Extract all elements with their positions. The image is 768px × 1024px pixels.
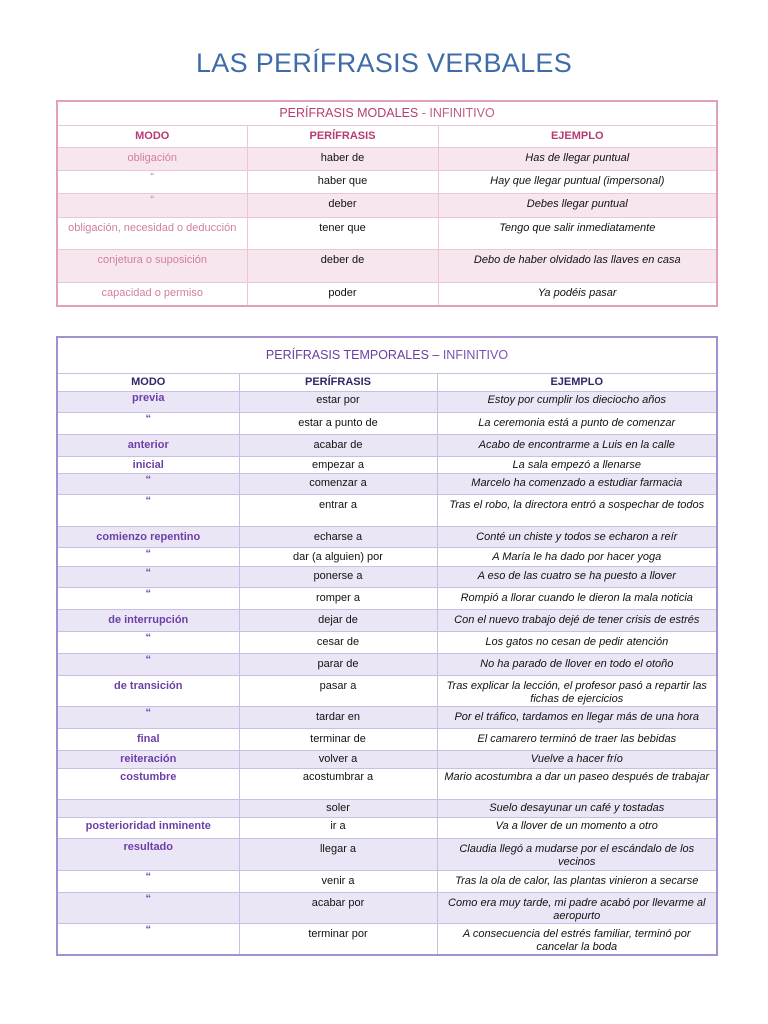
cell-perifrasis: terminar de bbox=[239, 729, 437, 751]
table-row bbox=[57, 392, 717, 413]
cell-perifrasis: ir a bbox=[239, 818, 437, 839]
cell-modo: obligación, necesidad o deducción bbox=[57, 218, 247, 250]
table-row bbox=[57, 610, 717, 632]
table-row bbox=[57, 218, 717, 250]
table-row bbox=[57, 893, 717, 924]
cell-modo: “ bbox=[57, 654, 239, 676]
cell-modo: “ bbox=[57, 548, 239, 567]
cell-modo: capacidad o permiso bbox=[57, 283, 247, 306]
cell-perifrasis: pasar a bbox=[239, 676, 437, 707]
cell-perifrasis: romper a bbox=[239, 588, 437, 610]
cell-modo: final bbox=[57, 729, 239, 751]
temporal-periphrases-table bbox=[56, 336, 718, 956]
table-row bbox=[57, 839, 717, 871]
cell-perifrasis: tardar en bbox=[239, 707, 437, 729]
cell-perifrasis: dar (a alguien) por bbox=[239, 548, 437, 567]
cell-ejemplo: Como era muy tarde, mi padre acabó por llevarme al aeropurto bbox=[437, 893, 717, 924]
cell-modo: “ bbox=[57, 924, 239, 956]
cell-perifrasis: estar a punto de bbox=[239, 413, 437, 435]
cell-ejemplo: Tengo que salir inmediatamente bbox=[438, 218, 717, 250]
cell-ejemplo: Tras la ola de calor, las plantas vinieron a secarse bbox=[437, 871, 717, 893]
cell-perifrasis: acostumbrar a bbox=[239, 769, 437, 800]
cell-perifrasis: venir a bbox=[239, 871, 437, 893]
cell-ejemplo: Tras el robo, la directora entró a sospechar de todos bbox=[437, 495, 717, 527]
cell-modo: conjetura o suposición bbox=[57, 250, 247, 283]
cell-modo: “ bbox=[57, 474, 239, 495]
cell-modo: “ bbox=[57, 171, 247, 194]
cell-perifrasis: estar por bbox=[239, 392, 437, 413]
table-row bbox=[57, 676, 717, 707]
cell-modo: obligación bbox=[57, 148, 247, 171]
cell-perifrasis: acabar de bbox=[239, 435, 437, 457]
cell-modo: reiteración bbox=[57, 751, 239, 769]
cell-ejemplo: Estoy por cumplir los dieciocho años bbox=[437, 392, 717, 413]
cell-ejemplo: Vuelve a hacer frío bbox=[437, 751, 717, 769]
cell-ejemplo: Marcelo ha comenzado a estudiar farmacia bbox=[437, 474, 717, 495]
table-row bbox=[57, 413, 717, 435]
cell-modo: resultado bbox=[57, 839, 239, 871]
modal-periphrases-table bbox=[56, 100, 718, 307]
table-row bbox=[57, 567, 717, 588]
cell-perifrasis: deber bbox=[247, 194, 438, 218]
cell-modo: anterior bbox=[57, 435, 239, 457]
column-header-ejemplo: EJEMPLO bbox=[438, 126, 717, 148]
caption-sub: INFINITIVO bbox=[442, 348, 509, 362]
cell-ejemplo: Por el tráfico, tardamos en llegar más de una hora bbox=[437, 707, 717, 729]
table-row bbox=[57, 588, 717, 610]
cell-modo: inicial bbox=[57, 457, 239, 474]
cell-modo: “ bbox=[57, 194, 247, 218]
table-row bbox=[57, 707, 717, 729]
column-header-perifrasis: PERÍFRASIS bbox=[239, 374, 437, 392]
table-row bbox=[57, 495, 717, 527]
cell-ejemplo: La ceremonia está a punto de comenzar bbox=[437, 413, 717, 435]
table-caption-row bbox=[57, 337, 717, 374]
modal-table-caption bbox=[57, 101, 717, 126]
cell-perifrasis: tener que bbox=[247, 218, 438, 250]
cell-modo: “ bbox=[57, 495, 239, 527]
cell-modo: previa bbox=[57, 392, 239, 413]
caption-main: PERÍFRASIS MODALES bbox=[279, 106, 419, 120]
cell-perifrasis: volver a bbox=[239, 751, 437, 769]
cell-ejemplo: Tras explicar la lección, el profesor pasó a repartir las fichas de ejercicios bbox=[437, 676, 717, 707]
table-row bbox=[57, 654, 717, 676]
cell-modo: “ bbox=[57, 871, 239, 893]
table-row bbox=[57, 171, 717, 194]
cell-ejemplo: A María le ha dado por hacer yoga bbox=[437, 548, 717, 567]
cell-perifrasis: comenzar a bbox=[239, 474, 437, 495]
table-row bbox=[57, 548, 717, 567]
cell-perifrasis: entrar a bbox=[239, 495, 437, 527]
cell-ejemplo: Debo de haber olvidado las llaves en casa bbox=[438, 250, 717, 283]
cell-ejemplo: A eso de las cuatro se ha puesto a llover bbox=[437, 567, 717, 588]
column-header-modo: MODO bbox=[57, 374, 239, 392]
cell-modo: costumbre bbox=[57, 769, 239, 800]
cell-modo: “ bbox=[57, 707, 239, 729]
table-caption-row bbox=[57, 101, 717, 126]
cell-modo: “ bbox=[57, 588, 239, 610]
cell-perifrasis: soler bbox=[239, 800, 437, 818]
table-row bbox=[57, 729, 717, 751]
cell-perifrasis: acabar por bbox=[239, 893, 437, 924]
cell-perifrasis: poder bbox=[247, 283, 438, 306]
cell-perifrasis: llegar a bbox=[239, 839, 437, 871]
cell-ejemplo: Acabo de encontrarme a Luis en la calle bbox=[437, 435, 717, 457]
cell-modo: “ bbox=[57, 567, 239, 588]
cell-perifrasis: ponerse a bbox=[239, 567, 437, 588]
cell-ejemplo: Rompió a llorar cuando le dieron la mala noticia bbox=[437, 588, 717, 610]
cell-ejemplo: Va a llover de un momento a otro bbox=[437, 818, 717, 839]
cell-modo: posterioridad inminente bbox=[57, 818, 239, 839]
table-row bbox=[57, 457, 717, 474]
table-row bbox=[57, 435, 717, 457]
cell-perifrasis: dejar de bbox=[239, 610, 437, 632]
column-header-perifrasis: PERÍFRASIS bbox=[247, 126, 438, 148]
table-row bbox=[57, 250, 717, 283]
cell-perifrasis: echarse a bbox=[239, 527, 437, 548]
cell-ejemplo: Debes llegar puntual bbox=[438, 194, 717, 218]
table-row bbox=[57, 924, 717, 956]
caption-main: PERÍFRASIS TEMPORALES – bbox=[265, 348, 443, 362]
cell-modo: “ bbox=[57, 413, 239, 435]
cell-ejemplo: Suelo desayunar un café y tostadas bbox=[437, 800, 717, 818]
cell-ejemplo: Has de llegar puntual bbox=[438, 148, 717, 171]
header-row bbox=[57, 374, 717, 392]
cell-ejemplo: La sala empezó a llenarse bbox=[437, 457, 717, 474]
cell-modo: de transición bbox=[57, 676, 239, 707]
cell-perifrasis: cesar de bbox=[239, 632, 437, 654]
cell-modo: “ bbox=[57, 893, 239, 924]
cell-perifrasis: haber de bbox=[247, 148, 438, 171]
table-row bbox=[57, 769, 717, 800]
table-row bbox=[57, 148, 717, 171]
cell-ejemplo: Los gatos no cesan de pedir atención bbox=[437, 632, 717, 654]
table-row bbox=[57, 283, 717, 306]
cell-ejemplo: Mario acostumbra a dar un paseo después de trabajar bbox=[437, 769, 717, 800]
cell-ejemplo: El camarero terminó de traer las bebidas bbox=[437, 729, 717, 751]
cell-modo bbox=[57, 800, 239, 818]
cell-modo: de interrupción bbox=[57, 610, 239, 632]
cell-ejemplo: No ha parado de llover en todo el otoño bbox=[437, 654, 717, 676]
cell-perifrasis: parar de bbox=[239, 654, 437, 676]
table-row bbox=[57, 800, 717, 818]
column-header-ejemplo: EJEMPLO bbox=[437, 374, 717, 392]
cell-ejemplo: Con el nuevo trabajo dejé de tener crisis de estrés bbox=[437, 610, 717, 632]
cell-ejemplo: Conté un chiste y todos se echaron a reír bbox=[437, 527, 717, 548]
cell-perifrasis: empezar a bbox=[239, 457, 437, 474]
table-row bbox=[57, 194, 717, 218]
header-row bbox=[57, 126, 717, 148]
table-row bbox=[57, 474, 717, 495]
cell-ejemplo: Claudia llegó a mudarse por el escándalo de los vecinos bbox=[437, 839, 717, 871]
table-row bbox=[57, 632, 717, 654]
column-header-modo: MODO bbox=[57, 126, 247, 148]
table-row bbox=[57, 751, 717, 769]
cell-ejemplo: Ya podéis pasar bbox=[438, 283, 717, 306]
table-row bbox=[57, 527, 717, 548]
cell-modo: comienzo repentino bbox=[57, 527, 239, 548]
table-row bbox=[57, 871, 717, 893]
cell-ejemplo: Hay que llegar puntual (impersonal) bbox=[438, 171, 717, 194]
cell-ejemplo: A consecuencia del estrés familiar, terminó por cancelar la boda bbox=[437, 924, 717, 956]
cell-perifrasis: haber que bbox=[247, 171, 438, 194]
table-row bbox=[57, 818, 717, 839]
temporal-table-caption bbox=[57, 337, 717, 374]
page-title: LAS PERÍFRASIS VERBALES bbox=[195, 48, 573, 78]
cell-perifrasis: terminar por bbox=[239, 924, 437, 956]
cell-perifrasis: deber de bbox=[247, 250, 438, 283]
caption-sub: - INFINITIVO bbox=[418, 106, 495, 120]
cell-modo: “ bbox=[57, 632, 239, 654]
